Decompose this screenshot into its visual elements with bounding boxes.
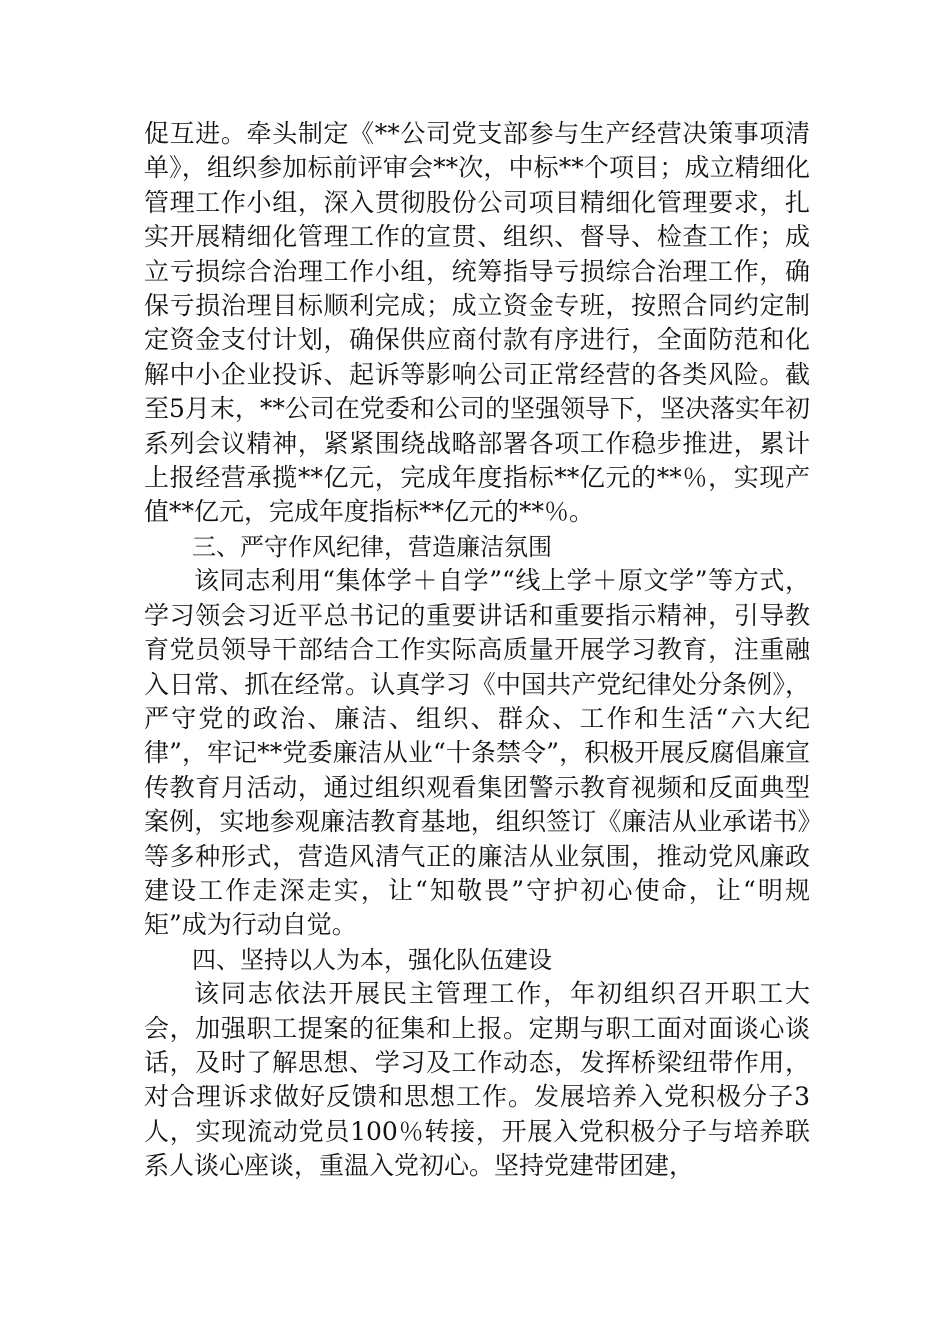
body-paragraph-discipline: 该同志利用“集体学＋自学”“线上学＋原文学”等方式，学习领会习近平总书记的重要讲话和重要指示精神，引导教育党员领导干部结合工作实际高质量开展学习教育，注重融入日常、抓在经常。认真学习《中国共产党纪律处分条例》，严守党的政治、廉洁、组织、群众、工作和生活“六大纪律”，牢记**党委廉洁从业“十条禁令”，积极开展反腐倡廉宣传教育月活动，通过组织观看集团警示教育视频和反面典型案例，实地参观廉洁教育基地，组织签订《廉洁从业承诺书》等多种形式，营造风清气正的廉洁从业氛围，推动党风廉政建设工作走深走实，让“知敬畏”守护初心使命，让“明规矩”成为行动自觉。 [144, 566, 810, 940]
body-paragraph-team-building: 该同志依法开展民主管理工作，年初组织召开职工大会，加强职工提案的征集和上报。定期与职工面对面谈心谈话，及时了解思想、学习及工作动态，发挥桥梁纽带作用，对合理诉求做好反馈和思想工作。发展培养入党积极分子3人，实现流动党员100％转接，开展入党积极分子与培养联系人谈心座谈，重温入党初心。坚持党建带团建， [144, 979, 810, 1181]
section-heading-3: 三、严守作风纪律，营造廉洁氛围 [192, 532, 552, 561]
section-heading-4: 四、坚持以人为本，强化队伍建设 [192, 945, 552, 974]
document-body [144, 117, 810, 1184]
body-paragraph-continued: 促互进。牵头制定《**公司党支部参与生产经营决策事项清单》，组织参加标前评审会**次，中标**个项目；成立精细化管理工作小组，深入贯彻股份公司项目精细化管理要求，扎实开展精细化管理工作的宣贯、组织、督导、检查工作；成立亏损综合治理工作小组，统筹指导亏损综合治理工作，确保亏损治理目标顺利完成；成立资金专班，按照合同约定制定资金支付计划，确保供应商付款有序进行，全面防范和化解中小企业投诉、起诉等影响公司正常经营的各类风险。截至5月末，**公司在党委和公司的坚强领导下，坚决落实年初系列会议精神，紧紧围绕战略部署各项工作稳步推进，累计上报经营承揽**亿元，完成年度指标**亿元的**％，实现产值**亿元，完成年度指标**亿元的**％。 [144, 119, 810, 527]
